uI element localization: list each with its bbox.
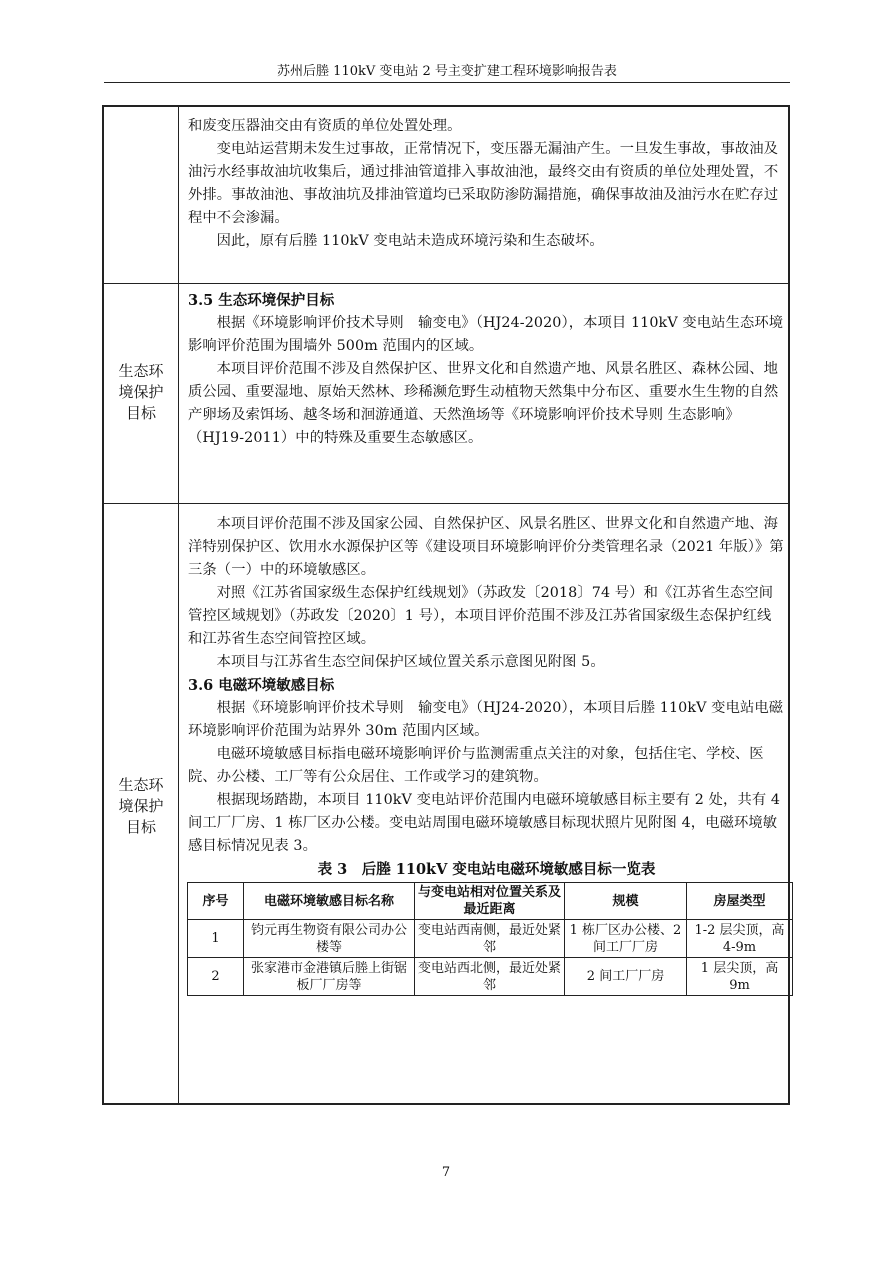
label-line: 境保护: [118, 383, 164, 401]
section-heading: 3.5 生态环境保护目标: [188, 292, 335, 309]
col-header: 规模: [565, 883, 687, 920]
col-header: 序号: [188, 883, 244, 920]
table-cell: 1 栋厂区办公楼、2 间工厂厂房: [565, 920, 687, 958]
paragraph: 因此，原有后塍 110kV 变电站未造成环境污染和生态破坏。: [216, 233, 604, 249]
col-header: 与变电站相对位置关系及最近距离: [415, 883, 565, 920]
row-divider: [104, 503, 788, 504]
row-label-eco-target-2: [104, 775, 178, 838]
header-rule: [104, 82, 790, 83]
section-em-target: [188, 513, 785, 996]
column-divider: [178, 107, 179, 1103]
col-header: 房屋类型: [687, 883, 793, 920]
table-cell: 1-2 层尖顶，高 4-9m: [687, 920, 793, 958]
col-header: 电磁环境敏感目标名称: [244, 883, 415, 920]
table-header-row: [188, 883, 793, 920]
table-caption: 表 3 后塍 110kV 变电站电磁环境敏感目标一览表: [317, 861, 656, 878]
label-line: 生态环: [118, 362, 164, 380]
table-cell: 2 间工厂厂房: [565, 958, 687, 996]
section-heading: 3.6 电磁环境敏感目标: [188, 677, 335, 694]
report-table: [102, 105, 790, 1105]
table-row: [188, 958, 793, 996]
paragraph: 和废变压器油交由有资质的单位处置处理。: [188, 118, 462, 134]
paragraph: 本项目评价范围不涉及自然保护区、世界文化和自然遗产地、风景名胜区、森林公园、地质公园、重要湿地、原始天然林、珍稀濒危野生动植物天然集中分布区、重要水生生物的自然产卵场及索饵场、越冬场和洄游通道、天然渔场等《环境影响评价技术导则 生态影响》（HJ19-2011）中的特殊及重要生态敏感区。: [188, 361, 779, 446]
table-cell: 张家港市金港镇后塍上街锯板厂厂房等: [244, 958, 415, 996]
table-cell: 1 层尖顶，高 9m: [687, 958, 793, 996]
paragraph: 根据现场踏勘，本项目 110kV 变电站评价范围内电磁环境敏感目标主要有 2 处，共有 4 间工厂厂房、1 栋厂区办公楼。变电站周围电磁环境敏感目标现状照片见附图 4，电磁环境敏感目标情况见表 3。: [188, 792, 781, 854]
table-row: [188, 920, 793, 958]
section-wastewater: [188, 115, 785, 253]
row-divider: [104, 283, 788, 284]
table-cell: 1: [188, 920, 244, 958]
paragraph: 根据《环境影响评价技术导则 输变电》（HJ24-2020），本项目后塍 110kV 变电站电磁环境影响评价范围为站界外 30m 范围内区域。: [188, 700, 784, 739]
row-label-eco-target: [104, 361, 178, 424]
table-cell: 2: [188, 958, 244, 996]
label-line: 目标: [125, 404, 156, 422]
paragraph: 电磁环境敏感目标指电磁环境影响评价与监测需重点关注的对象，包括住宅、学校、医院、办公楼、工厂等有公众居住、工作或学习的建筑物。: [188, 746, 764, 785]
paragraph: 根据《环境影响评价技术导则 输变电》（HJ24-2020），本项目 110kV 变电站生态环境影响评价范围为围墙外 500m 范围内的区域。: [188, 315, 784, 354]
page-header: 苏州后塍 110kV 变电站 2 号主变扩建工程环境影响报告表: [277, 64, 617, 79]
paragraph: 本项目与江苏省生态空间保护区域位置关系示意图见附图 5。: [216, 654, 605, 670]
page-number: 7: [441, 1165, 451, 1180]
em-target-table: [187, 882, 793, 996]
paragraph: 对照《江苏省国家级生态保护红线规划》（苏政发〔2018〕74 号）和《江苏省生态空间管控区域规划》（苏政发〔2020〕1 号），本项目评价范围不涉及江苏省国家级生态保护红线和江苏省生态空间管控区域。: [188, 585, 774, 647]
paragraph: 变电站运营期未发生过事故，正常情况下，变压器无漏油产生。一旦发生事故，事故油及油污水经事故油坑收集后，通过排油管道排入事故油池，最终交由有资质的单位处理处置，不外排。事故油池、事故油坑及排油管道均已采取防渗防漏措施，确保事故油及油污水在贮存过程中不会渗漏。: [188, 141, 779, 226]
table-cell: 变电站西北侧，最近处紧邻: [415, 958, 565, 996]
label-line: 生态环: [118, 776, 164, 794]
label-line: 境保护: [118, 797, 164, 815]
table-cell: 变电站西南侧，最近处紧邻: [415, 920, 565, 958]
section-eco-target: [188, 289, 785, 450]
table-cell: 钧元再生物资有限公司办公楼等: [244, 920, 415, 958]
paragraph: 本项目评价范围不涉及国家公园、自然保护区、风景名胜区、世界文化和自然遗产地、海洋特别保护区、饮用水水源保护区等《建设项目环境影响评价分类管理名录（2021 年版）》第三条（一）中的环境敏感区。: [188, 516, 784, 578]
label-line: 目标: [125, 818, 156, 836]
